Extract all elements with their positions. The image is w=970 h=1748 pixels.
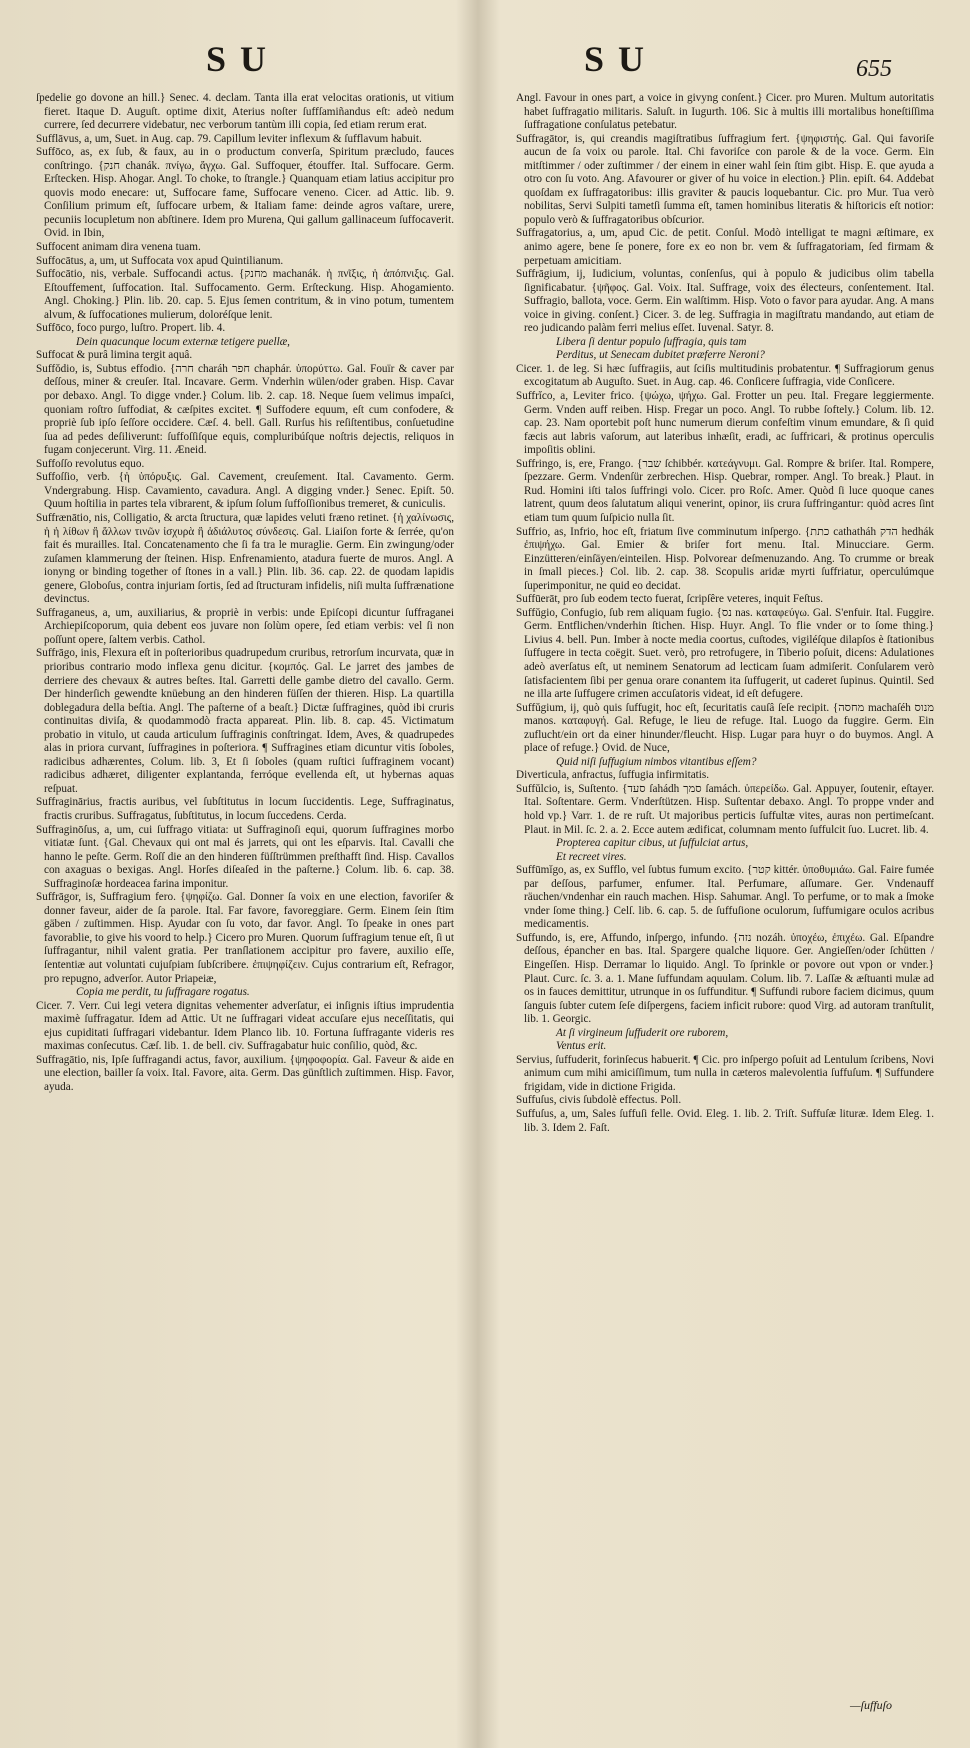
dictionary-entry: Suffrāgium, ij, Iudicium, voluntas, conſenſus, qui à populo & judicibus olim tabella ſignificabatur. {ψῆφος. Gal. Voix. Ital. Suffrage, voix des électeurs, conſentement. Ital. Suffragio, ballota, voce. Germ. Ein walſtimm. Hisp. Voto o favor para ayudar. Ang. A mans voice in giving. conſent.} Cicer. 3. de leg. Suffragia in magiſtratu mandando, aut etiam de reo judicando palàm ferri melius eſſet. Iuvenal. Satyr. 8. (516, 268, 934, 335)
dictionary-entry: Suffocātus, a, um, ut Suffocata vox apud Quintilianum. (36, 254, 284, 267)
dictionary-entry: Angl. Favour in ones part, a voice in givyng conſent.} Cicer. pro Muren. Multum autoritatis habet ſuffragatio militaris. Saluſt. in Iugurth. 106. Sic à multis illi mortalibus honeſtiſſima ſuffragatione conſulatus petebatur. (516, 92, 934, 132)
dictionary-entry: Suffrænātio, nis, Colligatio, & arcta ſtructura, quæ lapides veluti fræno retinet. {ἡ χαλίνωσις, ἡ ἡ λίθων ἢ ἄλλων τινῶν ἰσχυρὰ ἢ ἀδιάλυτος σύνδεσις. Gal. Liaiſon forte & ſerrée, qu'on fait és murailles. Ital. Concatenamento che ſi fa tra le muraglie. Germ. Ein zwingung/oder zuſamen klammerung der ſteinen. Hisp. Enfrenamiento, atadura fuerte de muros. Angl. A ionyng or binding together of ſtones in a vall.} Plin. lib. 36. cap. 22. de quodam lapidis genere, Globoſus, contra injuriam ſortis, ſed ad ſtructuram infidelis, niſi multa ſuffrænatione devinctus. (36, 511, 454, 606)
page-number: 655 (856, 56, 892, 82)
dictionary-entry: ſpedelie go dovone an hill.} Senec. 4. declam. Tanta illa erat velocitas orationis, ut vitium fieret. Itaque D. Auguſt. optime dixit, Aterius noſter ſuffſamiñandus eſt: adeò nedum currere, ſed decurrere videbatur, nec verborum tantùm illi copia, ſed etiam rerum erat. (36, 92, 454, 132)
dictionary-entry: Suffraganeus, a, um, auxiliarius, & propriè in verbis: unde Epiſcopi dicuntur ſuffraganei Archiepiſcoporum, quia debent eos juvare non ſolùm opere, ſed etiam verbis: vel ſi non poſſunt opere, ſaltem verbis. Cathol. (36, 606, 454, 646)
dictionary-entry: Suffoſſio, verb. {ἡ ὑπόρυξις. Gal. Cavement, creuſement. Ital. Cavamento. Germ. Vndergrabung. Hisp. Cavamiento, cavadura. Angl. A digging vnder.} Senec. Epiſt. 50. Quum hoſtilia in partes tela vibrarent, & ipſum ſolum ſuffoſſionibus tremeret, & cuniculis. (36, 471, 454, 511)
catchword: —ſuffuſo (850, 1698, 893, 1712)
dictionary-entry: Suffocat & purâ limina tergit aquâ. (36, 349, 193, 362)
dictionary-entry: Cicer. 1. de leg. Si hæc ſuffragiis, aut ſciſis multitudinis probatentur. ¶ Suffragiorum genus excogitatum ab Auguſto. Suet. in Aug. cap. 46. Conſicere ſuffragia, vide Conſicere. (516, 362, 934, 389)
dictionary-entry: Servius, ſuffuderit, forinſecus habuerit. ¶ Cic. pro inſpergo poſuit ad Lentulum ſcribens, Novi animum cum mihi amiciſſimum, tum nulla in cæteros malevolentia ſuffuſum. ¶ Suffundere frigidam, vide in dictione Frigida. (516, 1053, 934, 1093)
dictionary-entry: Suffūerāt, pro ſub eodem tecto fuerat, ſcripſêre veteres, inquit Feſtus. (516, 593, 824, 606)
verse-line: Perditus, ut Senecam dubitet præferre Neroni? (556, 349, 765, 362)
dictionary-entry: Suffuſus, a, um, Sales ſuffuſi felle. Ovid. Eleg. 1. lib. 2. Triſt. Suffuſæ lituræ. Idem Eleg. 1. lib. 3. Idem 2. Faſt. (516, 1108, 934, 1134)
dictionary-entry: Suffrĭco, a, Leviter frico. {ψώχω, ψήχω. Gal. Frotter un peu. Ital. Fregare leggiermente. Germ. Vnden auff reiben. Hisp. Fregar un poco. Angl. To rubbe ſoftely.} Colum. lib. 12. cap. 23. Nam oportebit poſt hunc numerum dierum confeſtim vinum emundare, & ſi quid fæcis aut labris vaſorum, aut lateribus inhæſit, eradi, ac ſuffricari, & protinus operculis impoſitis oblini. (516, 390, 934, 457)
verse-line: Quid niſi ſuffugium nimbos vitantibus eſſem? (556, 755, 757, 768)
dictionary-entry: Sufflāvus, a, um, Suet. in Aug. cap. 79. Capillum leviter inflexum & ſufflavum habuit. (36, 132, 422, 145)
dictionary-entry: Suffraginōſus, a, um, cui ſuffrago vitiata: ut Suffraginoſi equi, quorum ſuffragines morbo vitiatæ ſunt. {Gal. Chevaux qui ont mal és jarrets, qui ont les eſparvis. Ital. Cavalli che hanno le peſte. Germ. Roſſ die an den hinderen füſſtrümmen preſthafft ſind. Hisp. Cavallos con axaguas o bexigas. Angl. Horſes diſeaſed in the paſterne.} Colum. lib. 6. cap. 38. Suffraginoſæ hordeacea farina imponitur. (36, 823, 454, 890)
verse-line: Et recreet vires. (556, 850, 627, 863)
dictionary-entry: Suffragātio, nis, Ipſe ſuffragandi actus, favor, auxilium. {ψηφοφορία. Gal. Faveur & aide en une election, bailler ſa voix. Ital. Favore, aita. Germ. Das günſtlich zuſtimmen. Hisp. Favor, ayuda. (36, 1053, 454, 1093)
running-head-right: SU (584, 39, 659, 79)
gutter-shadow (456, 0, 500, 1748)
verse-line: Propterea capitur cibus, ut ſuffulciat artus, (556, 837, 749, 850)
dictionary-entry: Suffocent animam dira venena tuam. (36, 241, 201, 254)
dictionary-entry: Suffōco, foco purgo, luſtro. Propert. lib. 4. (36, 322, 226, 335)
dictionary-entry: Diverticula, anfractus, ſuffugia infirmitatis. (516, 769, 710, 782)
verse-line: Libera ſi dentur populo ſuffragia, quis tam (556, 335, 747, 348)
verse-line: Copia me perdit, tu ſuffragare rogatus. (76, 986, 250, 999)
verse-line: At ſi virgineum ſuffuderit ore ruborem, (556, 1026, 729, 1039)
dictionary-entry: Suffŭlcio, is, Suſtento. {סעד ſahádh סמך ſamách. ὑπερείδω. Gal. Appuyer, ſoutenir, eſtayer. Ital. Soſtentare. Germ. Vnderſtützen. Hisp. Suſtentar debaxo. Angl. To proppe vnder and hold vp.} Varr. 1. de re ruſt. Ut majoribus perticis ſuffultæ vites, auras non pertimeſcant. Plaut. in Mil. ſc. 2. a. 2. Ecce autem ædificat, columnam mento ſuffulcit ſuo. Lucret. lib. 4. (516, 782, 934, 836)
verse-line: Ventus erit. (556, 1040, 607, 1053)
dictionary-entry: Suffundo, is, ere, Affundo, inſpergo, infundo. {נזה nozáh. ὑποχέω, ἐπιχέω. Gal. Eſpandre deſſous, épancher en bas. Ital. Spargere qualche liquore. Ger. Angieſſen/oder ſchütten / Eingeſſen. Hisp. Derramar lo liquido. Angl. To ſprinkle or povore out vpon or vnder.} Plaut. Curc. ſc. 3. a. 1. Mane ſuffundam aquulam. Colum. lib. 7. Laſſæ & æſtuanti mulæ ad os in fauces demittitur, utrunque in os ſuffunditur. ¶ Suffundi rubore faciem dicimus, quum ſanguis ſubter cutem ſeſe diſpergens, faciem inficit rubore: quod Virg. ad autoram tranſtulit, lib. 1. Georgic. (516, 931, 934, 1026)
dictionary-entry: Suffūmĭgo, as, ex Sufflo, vel ſubtus fumum excito. {קטר kittér. ὑποθυμιάω. Gal. Faire fumée par deſſous, parfumer, enfumer. Ital. Perfumare, aſſumare. Ger. Vndenauff räuchen/vndenhar ein rauch machen. Hisp. Sahumar. Angl. To perfume, or to mak a ſmoke vnder ſome thing.} Celſ. lib. 6. cap. 5. de ſuffuſione oculorum, ſuffumigare oculos acribus medicamentis. (516, 864, 935, 931)
dictionary-entry: Suffŭgio, Confugio, ſub rem aliquam fugio. {נס nas. καταφεύγω. Gal. S'enfuir. Ital. Fuggire. Germ. Entflichen/vnderhin ſtichen. Hisp. Huyr. Angl. To flie vnder or to ſome thing.} Livius 4. bell. Pun. Imber à nocte media coortus, cuſtodes, vigiléſque dilapſos è ſtationibus ſuffugere in tecta coëgit. Suet. verò, pro retrofugere, in Tiberio poſuit, dicens: Adulationes adeò averſatus eſt, ut neminem Senatorum ad lecticam ſuam admiſerit. Conſularem verò ſatisfacientem ſibi per genua orare conantem ita ſuffugerit, ut caderet ſupinus. Quintil. Sed ne illa arte ſuffugere crimen accuſatoris videat, id eſt defugere. (516, 606, 934, 701)
dictionary-entry: Suffoſſo revolutus equo. (36, 457, 145, 470)
dictionary-entry: Suffŭgium, ij, quò quis ſuffugit, hoc eſt, ſecuritatis cauſâ ſeſe recipit. {מחסה machaſéh מנוס manos. καταφυγή. Gal. Refuge, le lieu de refuge. Ital. Luogo da fuggire. Germ. Ein zuflucht/ein ort da einer hinunder/fleucht. Hisp. Lugar para huyr o do buymos. Angl. A place of refuge.} Ovid. de Nuce, (516, 701, 934, 755)
verse-line: Dein quacunque locum externæ tetigere puellæ, (76, 335, 290, 348)
dictionary-entry: Suffōco, as, ex ſub, & faux, au in o productum converſa, Spiritum præcludo, fauces conſtringo. {חנק chanák. πνίγω, ἄγχω. Gal. Suffoquer, étouffer. Ital. Suffocare. Germ. Erſtecken. Hisp. Ahogar. Angl. To choke, to ſtrangle.} Quanquam etiam latius accipitur pro quovis modo enecare: ut, Suffocare fame, Suffocare veneno. Cicer. ad Attic. lib. 9. Conſilium primum eſt, ſuffocare urbem, & Italiam fame: deinde agros vaſtare, urere, pecuniis locupletum non abſtinere. Idem pro Murena, Qui gallum gallinaceum ſuffocaverit. Ovid. in Ibin, (36, 146, 454, 240)
left-column (36, 92, 454, 1094)
dictionary-entry: Suffrāgo, inis, Flexura eſt in poſterioribus quadrupedum cruribus, retrorſum incurvata, quæ in prioribus contrario modo inflexa genu dicitur. {κομπός. Gal. Le jarret des jambes de derriere des chevaux & autres beſtes. Ital. Garretti delle gambe dietro del cavallo. Germ. Der hinderſich gewendte knüebung an den hinderen füſſen der thieren. Hisp. La quartilla doblegadura della beſtia. Angl. The paſterne of a beaſt.} Dictæ ſuffragines, quòd ibi cruris continuitas diviſa, & quodammodò fracta appareat. Plin. lib. 8. cap. 45. Victimatum probatio in vitulo, ut cauda articulum ſuffraginis conſtringat. Idem, Aves, & quadrupedes alas in priora curvant, ſuffragines in poſteriora. ¶ Suffragines etiam dicuntur vitis ſoboles, radicibus adhærentes, Colum. lib. 3, Et ſi ſoboles (quam ruſtici ſuffraginem vocant) radicibus adhæret, diligenter explantanda, ferróque evellenda eſt, ut hybernas aquas reſpuat. (36, 647, 454, 795)
dictionary-entry: Suffrāgor, is, Suffragium fero. {ψηφίζω. Gal. Donner ſa voix en une election, favoriſer & donner faveur, aider de ſa parole. Ital. Far favore, favoreggiare. Germ. Einem ſein ſtim gäben / zuſtimmen. Hisp. Ayudar con ſu voto, dar favor. Angl. To ſpeake in ones part favorablie, to give his voord to help.} Cicero pro Muren. Quorum ſuffragium tenue eſt, ſi ut ſuffragantur, nihil valent gratia. Per tranſlationem accipitur pro favere, auxilio eſſe, ſententiæ aut voluntati cujuſpiam ſubſcribere. ἐπιψηφίζειν. Cujus contrarium eſt, Refragor, pro repugno, adverſor. Autor Priapeiæ, (36, 891, 454, 985)
running-head-left: SU (206, 39, 281, 79)
dictionary-entry: Suffraginārius, fractis auribus, vel ſubſtitutus in locum ſuccidentis. Lege, Suffraginatus, fractis cruribus. Suffragatus, ſubſtitutus, in locum ſuccedens. Cerda. (36, 796, 454, 822)
dictionary-entry: Suffŏdio, is, Subtus effodio. {חרה charáh חפר chaphár. ὑπορύττω. Gal. Fouïr & caver par deſſous, miner & creuſer. Ital. Incavare. Germ. Vnderhin wülen/oder graben. Hisp. Cavar por debaxo. Angl. To digge vnder.} Colum. lib. 2. cap. 18. Neque ſuem velimus impaſci, quoniam roſtro ſuffodiat, & cæſpites excitet. ¶ Suffodere equum, eſt cum confodere, & propriè ſub ipſo ſeſſore occidere. Cæſ. 4. bell. Gall. Rurſus his reſiſtentibus, conſuetudine ſua ad pedes deſiliverunt: ſuffoſſiſque equis, compluribúſque noſtris dejectis, reliquos in fugam conjecerunt. Virg. 11. Æneid. (36, 362, 454, 457)
dictionary-entry: Suffragātor, is, qui creandis magiſtratibus ſuffragium fert. {ψηφιστής. Gal. Qui favoriſe aucun de ſa voix ou parole. Ital. Chi favoriſce con parole & de la voce. Germ. Ein mitſtimmer / oder zuſtimmer / der einem in einer wahl ſein ſtim gibt. Hisp. E. que ayuda a otro con ſu voto. Ang. Afavourer or giver of hu voice in election.} Plin. epiſt. 64. Addebat quoſdam ex ſuffragatoribus: illis graviter & paucis loquebantur. Cic. pro Mur. Tua verò nobilitas, Servi Sulpiti tametſi ſumma eſt, tamen hominibus literatis & hiſtoricis eſt notior: populo verò & ſuffragatoribus obſcurior. (516, 132, 934, 226)
dictionary-entry: Cicer. 7. Verr. Cui legi vetera dignitas vehementer adverſatur, ei inſignis iſtius imprudentia maximè ſuffragatur. Idem ad Attic. Ut ne ſuffragari videat accuſare ejus neceſſitatis, qui ejus cupiditati ſuffragari videbantur. Idem Planco lib. 10. Fortuna ſuffragante videris res maximas conſecutus. Cæſ. lib. 1. de bell. civ. Suffragabatur huic conſilio, quòd, &c. (36, 999, 454, 1053)
dictionary-entry: Suffuſus, civis ſubdolè effectus. Poll. (516, 1094, 682, 1107)
right-column (516, 92, 934, 1135)
dictionary-entry: Suffocātio, nis, verbale. Suffocandi actus. {מחנק machanák. ἡ πνῖξις, ἡ ἀπόπνιξις. Gal. Eſtouffement, ſuffocation. Ital. Suffocamento. Germ. Erſteckung. Hisp. Ahogamiento. Angl. Choking.} Plin. lib. 20. cap. 5. Ejus ſemen contritum, & in vino potum, tumentem alvum, & ſuffocationes mulierum, doloréſque lenit. (36, 268, 454, 321)
dictionary-entry: Suffringo, is, ere, Frango. {שבר ſchibbér. κατεάγνυμι. Gal. Rompre & briſer. Ital. Rompere, ſpezzare. Germ. Vndenſür zerbrechen. Hisp. Quebrar, romper. Angl. To break.} Plaut. in Rud. Homini iſti talos ſuffringi volo. Cicer. pro Roſc. Amer. Quòd ſi luce quoque canes latrent, quum deos ſalutatum aliqui venerint, opinor, iis crura ſuffringantur: quòd acres ſint etiam tum quum ſuſpicio nulla ſit. (516, 457, 934, 524)
dictionary-entry: Suffragatorius, a, um, apud Cic. de petit. Conſul. Modò intelligat te magni æſtimare, ex animo agere, bene ſe ponere, fore ex eo non br. vem & ſuffragatoriam, ſed firmam & perpetuam amicitiam. (516, 227, 934, 267)
dictionary-entry: Suffrio, as, Infrio, hoc eſt, friatum ſive comminutum inſpergo. {כתת cathatháh הדק hedhák ἐπιψήχω. Gal. Emier & briſer fort menu. Ital. Minucciare. Germ. Einzütteren/einſäyen/einteilen. Hisp. Polvorear deſmenuzando. Ang. To crumme or break in ſmall pieces.} Col. lib. 2. cap. 38. Scopulis aridæ myrti ſuffriatur, operculúmque ſuperimponitur, ne quid eo decidat. (516, 525, 934, 592)
